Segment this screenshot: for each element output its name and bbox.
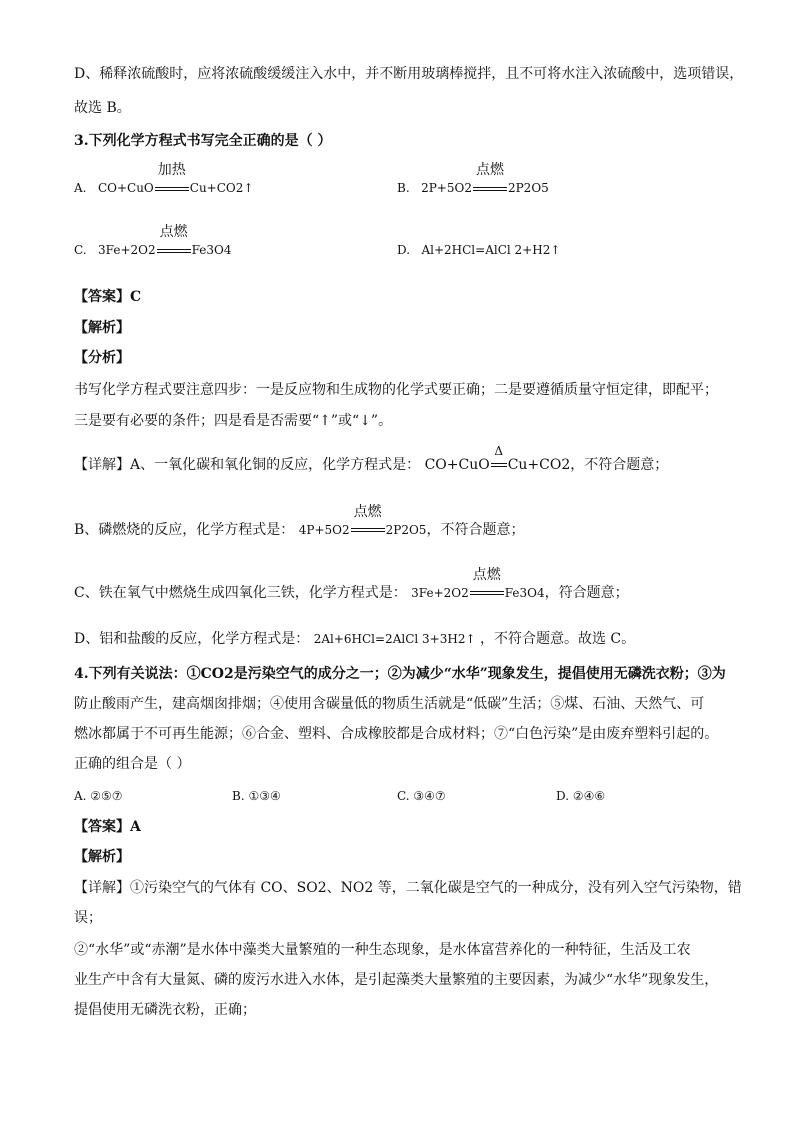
q3-option-a <box>74 162 254 198</box>
text-line: 业生产中含有大量氮、磷的废污水进入水体，是引起藻类大量繁殖的主要因素，为减少“水华”现象发生， <box>74 972 719 988</box>
eq-left: 2P+5O2 <box>421 181 472 195</box>
q3-option-b <box>397 162 549 198</box>
eq-left: 4P+5O2 <box>298 523 350 537</box>
text-line: 【详解】①污染空气的气体有 CO、SO2、NO2 等，二氧化碳是空气的一种成分，没有列入空气污染物，错 <box>74 880 742 896</box>
detail-text: B、磷燃烧的反应，化学方程式是： <box>74 522 295 538</box>
reaction-condition: Δ <box>490 455 508 475</box>
eq-left: 3Fe+2O2 <box>98 243 156 257</box>
reaction-condition: 点燃 <box>350 520 386 540</box>
text-line: 燃冰都属于不可再生能源；⑥合金、塑料、合成橡胶都是合成材料；⑦“白色污染”是由废弃塑料引起的。 <box>74 726 719 742</box>
eq-text: 2Al+6HCl=2AlCl 3+3H2↑ <box>313 632 476 646</box>
question-3-stem: 3.下列化学方程式书写完全正确的是（ ） <box>74 133 332 149</box>
question-4-stem: 4.下列有关说法：①CO2是污染空气的成分之一；②为减少“水华”现象发生，提倡使用无磷洗衣粉；③为 <box>74 666 726 682</box>
detail-b <box>74 504 525 540</box>
eq-right: Fe3O4 <box>504 586 545 600</box>
answer-label: 【答案】A <box>74 819 141 835</box>
q4-option-c: C. ③④⑦ <box>397 789 446 803</box>
eq-right: Cu+CO2↑ <box>189 181 254 195</box>
eq-left: CO+CuO <box>97 181 154 195</box>
detail-text: C、铁在氧气中燃烧生成四氧化三铁，化学方程式是： <box>74 585 407 601</box>
text-line: 故选 B。 <box>74 100 131 116</box>
detail-text: ，不符合题意。故选 C。 <box>479 631 636 647</box>
detail-d <box>74 629 635 649</box>
text-line: D、稀释浓硫酸时，应将浓硫酸缓缓注入水中，并不断用玻璃棒搅拌，且不可将水注入浓硫酸中，选项错误， <box>74 66 744 82</box>
q3-option-c <box>74 224 232 260</box>
detail-c <box>74 567 629 603</box>
option-label: C. <box>74 243 87 257</box>
eq-right: Fe3O4 <box>191 243 232 257</box>
detail-a <box>74 444 669 475</box>
analysis-label: 【解析】 <box>74 320 130 336</box>
option-label: B. <box>397 181 410 195</box>
detail-text: ，符合题意； <box>544 585 629 601</box>
q4-option-a: A. ②⑤⑦ <box>74 789 123 803</box>
q3-option-d <box>397 240 560 260</box>
eq-text: Al+2HCl=AlCl 2+H2↑ <box>421 243 561 257</box>
text-line: ②“水华”或“赤潮”是水体中藻类大量繁殖的一种生态现象，是水体富营养化的一种特征，生活及工农 <box>74 942 691 958</box>
text-line: 三是要有必要的条件；四是看是否需要“↑”或“↓”。 <box>74 413 393 429</box>
detail-text: ，不符合题意； <box>570 457 669 473</box>
analysis-label: 【解析】 <box>74 849 130 865</box>
detail-text: 【详解】A、一氧化碳和氧化铜的反应，化学方程式是： <box>74 457 421 473</box>
eq-left: CO+CuO <box>424 457 490 473</box>
option-label: D. <box>397 243 411 257</box>
reaction-condition: 点燃 <box>472 178 508 198</box>
reaction-condition: 点燃 <box>156 240 192 260</box>
text-line: 正确的组合是（ ） <box>74 756 191 772</box>
text-line: 书写化学方程式要注意四步：一是反应物和生成物的化学式要正确；二是要遵循质量守恒定律，即配平； <box>74 382 718 398</box>
eq-right: 2P2O5 <box>507 181 549 195</box>
eq-right: Cu+CO2 <box>507 457 571 473</box>
eq-right: 2P2O5 <box>385 523 427 537</box>
text-line: 防止酸雨产生，建高烟囱排烟；④使用含碳量低的物质生活就是“低碳”生活；⑤煤、石油、天然气、可 <box>74 696 705 712</box>
reaction-condition: 点燃 <box>469 583 505 603</box>
detail-text: ，不符合题意； <box>426 522 525 538</box>
option-label: A. <box>74 181 87 195</box>
analysis-sub-label: 【分析】 <box>74 350 130 366</box>
detail-text: D、铝和盐酸的反应，化学方程式是： <box>74 631 310 647</box>
text-line: 提倡使用无磷洗衣粉，正确； <box>74 1002 256 1018</box>
q4-option-b: B. ①③④ <box>232 789 281 803</box>
eq-left: 3Fe+2O2 <box>411 586 469 600</box>
reaction-condition: 加热 <box>154 178 190 198</box>
q4-option-d: D. ②④⑥ <box>556 789 606 803</box>
answer-label: 【答案】C <box>74 289 142 305</box>
text-line: 误； <box>74 910 102 926</box>
